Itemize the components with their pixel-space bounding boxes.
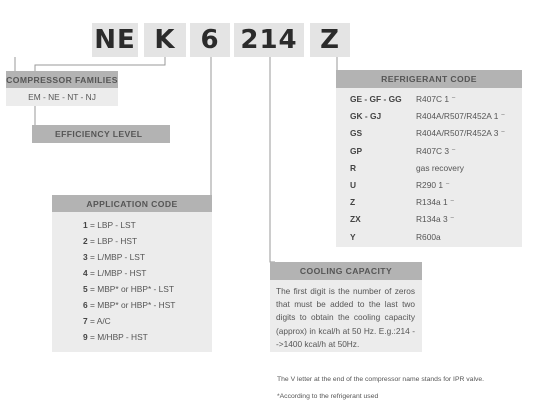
refrigerant-code-key: GS — [350, 128, 363, 139]
application-code-description: = L/MBP - HST — [90, 268, 147, 278]
cooling-capacity-header — [270, 262, 422, 280]
refrigerant-code-letter: Z — [320, 25, 340, 55]
application-code-header — [52, 195, 212, 212]
refrigerant-footnote: *According to the refrigerant used — [277, 393, 379, 400]
refrigerant-code-value: R134a 3 ⁻ — [416, 214, 455, 225]
application-code-box — [190, 23, 230, 57]
application-code-number: 1 — [83, 220, 88, 230]
application-code-description: = MBP* or HBP* - HST — [90, 300, 176, 310]
refrigerant-code-panel — [336, 88, 522, 247]
refrigerant-code-key: GP — [350, 145, 363, 156]
application-code-number: 4 — [83, 268, 88, 278]
application-code-number: 2 — [83, 236, 88, 246]
cooling-capacity-panel — [270, 280, 422, 352]
cooling-capacity-title: COOLING CAPACITY — [299, 266, 393, 276]
application-code-description: = LBP - LST — [90, 220, 136, 230]
application-code-row — [83, 218, 136, 233]
efficiency-code-box — [144, 23, 186, 57]
efficiency-level-title: EFFICIENCY LEVEL — [55, 129, 143, 139]
v-letter-note: The V letter at the end of the compressor name stands for IPR valve. — [277, 376, 485, 383]
refrigerant-code-value: R290 1 ⁻ — [416, 180, 450, 190]
application-code-row — [83, 234, 137, 249]
refrigerant-code-key: U — [350, 180, 357, 190]
application-code-number: 3 — [83, 252, 88, 262]
refrigerant-code-row — [336, 212, 522, 227]
refrigerant-code-value: R600a — [416, 231, 441, 242]
refrigerant-code-row — [336, 144, 522, 159]
application-code-panel — [52, 212, 212, 352]
cooling-capacity-text: The first digit is the number of zeros that must be added to the last two digits to obtain the cooling capacity (approx) in kcal/h at 50 Hz. E.g.:214 -->1400 kcal/h at 50Hz. — [276, 286, 415, 349]
refrigerant-code-row — [336, 161, 522, 176]
family-code: NE — [94, 25, 136, 55]
application-code-title: APPLICATION CODE — [86, 198, 178, 209]
compressor-families-header — [6, 71, 118, 88]
application-code-row — [83, 314, 111, 329]
application-code-number: 9 — [83, 332, 88, 342]
refrigerant-code-row — [336, 230, 522, 245]
application-code-number: 7 — [83, 316, 88, 326]
compressor-families-value: EM - NE - NT - NJ — [28, 92, 96, 102]
refrigerant-code-key: R — [350, 162, 357, 173]
compressor-families-panel — [6, 88, 118, 106]
application-code-description: = M/HBP - HST — [90, 332, 148, 342]
application-code-row — [83, 330, 148, 345]
refrigerant-code-key: Y — [350, 231, 356, 242]
refrigerant-code-value: gas recovery — [416, 162, 464, 173]
refrigerant-code-title: REFRIGERANT CODE — [381, 74, 477, 84]
compressor-families-title: COMPRESSOR FAMILIES — [6, 74, 118, 85]
capacity-code-box — [234, 23, 304, 57]
refrigerant-code-box — [310, 23, 350, 57]
application-code-row — [83, 298, 175, 313]
refrigerant-code-key: GK - GJ — [350, 111, 382, 122]
application-code-row — [83, 250, 145, 265]
refrigerant-code-value: R404A/R507/R452A 3 ⁻ — [416, 128, 506, 139]
application-code-description: = MBP* or HBP* - LST — [90, 284, 175, 294]
refrigerant-code-row — [336, 92, 522, 107]
application-code-number: 6 — [83, 300, 88, 310]
efficiency-level-header — [32, 125, 170, 143]
refrigerant-code-header — [336, 70, 522, 88]
application-code-description: = LBP - HST — [90, 236, 138, 246]
family-code-box — [92, 23, 138, 57]
refrigerant-code-value: R407C 3 ⁻ — [416, 145, 456, 156]
refrigerant-code-row — [336, 178, 522, 193]
refrigerant-code-row — [336, 195, 522, 210]
refrigerant-code-key: ZX — [350, 214, 361, 225]
application-code-number: 5 — [83, 284, 88, 294]
application-code-digit: 6 — [200, 25, 220, 55]
application-code-row — [83, 266, 146, 281]
refrigerant-code-value: R404A/R507/R452A 1 ⁻ — [416, 111, 506, 122]
refrigerant-code-key: GE - GF - GG — [350, 94, 402, 104]
application-code-description: = L/MBP - LST — [90, 252, 146, 262]
refrigerant-code-row — [336, 126, 522, 141]
application-code-description: = A/C — [90, 316, 111, 326]
efficiency-code: K — [154, 25, 176, 55]
application-code-row — [83, 282, 174, 297]
refrigerant-code-key: Z — [350, 197, 356, 208]
refrigerant-code-value: R134a 1 ⁻ — [416, 197, 455, 208]
refrigerant-code-value: R407C 1 ⁻ — [416, 94, 456, 104]
connector-capacity — [270, 57, 275, 262]
refrigerant-code-row — [336, 109, 522, 124]
capacity-code: 214 — [240, 25, 298, 55]
